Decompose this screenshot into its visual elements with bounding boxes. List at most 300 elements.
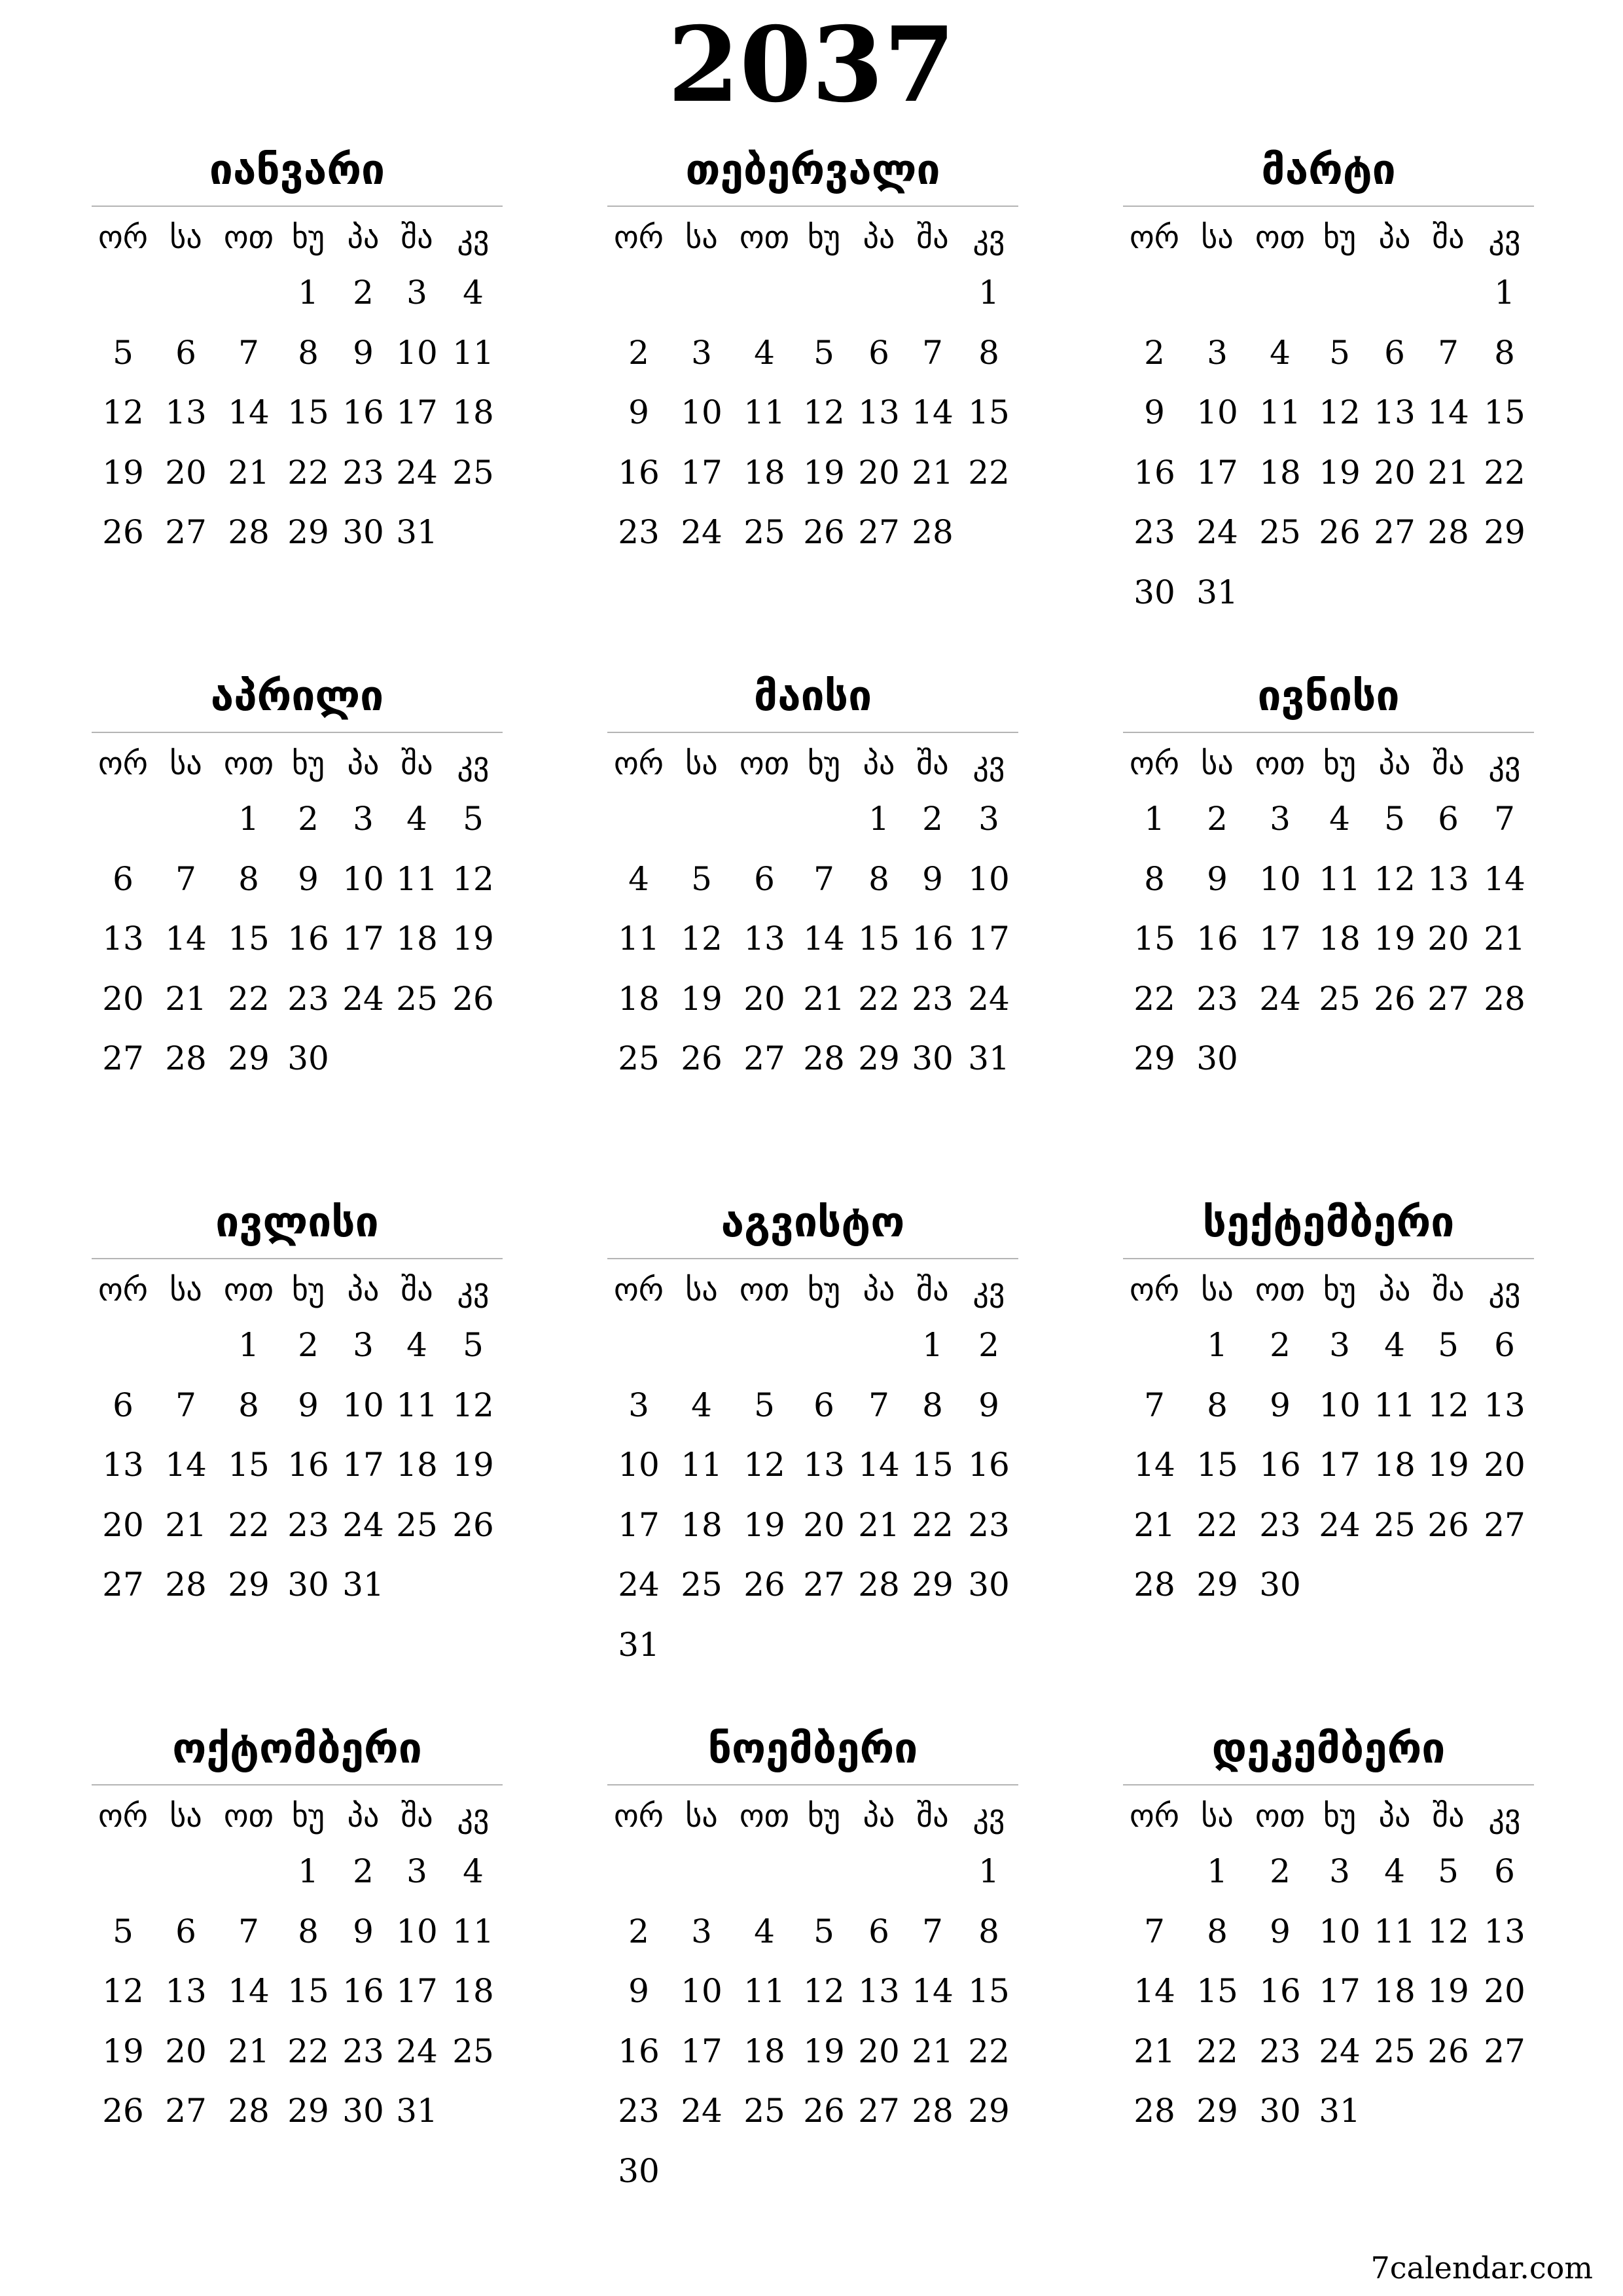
day-cell: 10 (681, 393, 722, 431)
day-cell: 30 (1259, 2092, 1301, 2130)
day-cell: 5 (813, 333, 834, 372)
day-cell: 8 (868, 859, 889, 898)
day-cell: 21 (1133, 1505, 1175, 1544)
weekday-label: სა (1201, 745, 1234, 782)
day-cell: 26 (102, 2092, 144, 2130)
day-cell: 1 (298, 274, 319, 312)
weekday-label: ორ (1130, 1272, 1179, 1308)
weekday-header-row (607, 1785, 1018, 1842)
day-cell: 15 (858, 920, 900, 958)
day-cell: 13 (1484, 1912, 1525, 1950)
weekday-label: პა (347, 219, 380, 256)
day-cell: 20 (102, 1505, 144, 1544)
weekday-label: კვ (972, 745, 1005, 782)
day-cell: 22 (287, 2032, 329, 2070)
empty-day-cell (1186, 263, 1249, 323)
day-cell: 16 (1196, 920, 1238, 958)
weekday-label: ხუ (807, 1798, 841, 1835)
day-cell: 14 (1133, 1972, 1175, 2010)
day-cell: 2 (628, 1912, 649, 1950)
day-cell: 25 (1259, 513, 1301, 551)
day-cell: 13 (858, 393, 900, 431)
day-cell: 6 (113, 859, 134, 898)
weekday-label: ოთ (223, 219, 274, 256)
day-cell: 18 (743, 453, 785, 492)
day-cell: 4 (691, 1386, 712, 1424)
day-cell: 5 (113, 333, 134, 372)
weekday-label: ორ (98, 1272, 148, 1308)
weekday-label: ორ (614, 1272, 664, 1308)
day-cell: 8 (1144, 859, 1165, 898)
day-cell: 16 (1259, 1446, 1301, 1484)
day-cell: 2 (353, 1852, 374, 1890)
day-cell: 14 (858, 1446, 900, 1484)
month-name: მაისი (607, 660, 1018, 733)
day-cell: 29 (858, 1039, 900, 1077)
month-name: აგვისტო (607, 1186, 1018, 1259)
empty-day-cell (670, 1842, 733, 1902)
day-cell: 18 (618, 979, 660, 1018)
day-cell: 18 (1374, 1972, 1416, 2010)
weekday-header-row (1123, 1785, 1534, 1842)
empty-day-cell (670, 789, 733, 850)
day-cell: 9 (922, 859, 943, 898)
day-cell: 23 (912, 979, 954, 1018)
month-name: ოქტომბერი (92, 1712, 503, 1785)
day-cell: 21 (912, 2032, 954, 2070)
day-cell: 17 (342, 920, 384, 958)
day-cell: 9 (1270, 1912, 1291, 1950)
day-cell: 27 (858, 513, 900, 551)
day-cell: 19 (1374, 920, 1416, 958)
weekday-header-row (607, 1259, 1018, 1316)
weekday-label: პა (347, 745, 380, 782)
day-cell: 16 (618, 453, 660, 492)
day-cell: 16 (287, 920, 329, 958)
weekday-label: ოთ (1255, 745, 1306, 782)
weekday-label: სა (1201, 1272, 1234, 1308)
day-cell: 19 (803, 453, 845, 492)
day-cell: 21 (165, 979, 207, 1018)
weekday-label: კვ (972, 1272, 1005, 1308)
day-cell: 2 (353, 274, 374, 312)
day-grid (92, 789, 503, 1089)
day-cell: 14 (1133, 1446, 1175, 1484)
weekday-label: ორ (1130, 1798, 1179, 1835)
day-grid (1123, 1842, 1534, 2142)
day-cell: 19 (452, 1446, 494, 1484)
day-cell: 8 (922, 1386, 943, 1424)
day-cell: 24 (342, 979, 384, 1018)
empty-day-cell (92, 1842, 154, 1902)
weekday-label: სა (685, 219, 718, 256)
year-title: 2037 (668, 5, 955, 126)
day-cell: 1 (298, 1852, 319, 1890)
day-cell: 11 (396, 859, 438, 898)
month-block (607, 134, 1018, 563)
day-cell: 9 (353, 333, 374, 372)
day-cell: 28 (1133, 1566, 1175, 1604)
day-cell: 24 (1196, 513, 1238, 551)
weekday-label: კვ (457, 745, 490, 782)
empty-day-cell (1368, 263, 1421, 323)
day-cell: 17 (396, 1972, 438, 2010)
day-cell: 5 (1384, 800, 1405, 838)
weekday-label: სა (169, 1272, 202, 1308)
day-cell: 5 (1329, 333, 1350, 372)
day-cell: 27 (102, 1039, 144, 1077)
day-cell: 18 (452, 393, 494, 431)
empty-day-cell (852, 263, 906, 323)
day-cell: 10 (342, 1386, 384, 1424)
day-cell: 2 (922, 800, 943, 838)
empty-day-cell (217, 263, 280, 323)
day-cell: 8 (238, 859, 259, 898)
month-name: დეკემბერი (1123, 1712, 1534, 1785)
weekday-label: შა (401, 1272, 433, 1308)
weekday-label: სა (169, 219, 202, 256)
day-cell: 6 (1494, 1852, 1515, 1890)
day-cell: 6 (868, 1912, 889, 1950)
month-block (92, 134, 503, 563)
weekday-label: შა (1432, 219, 1465, 256)
day-cell: 16 (912, 920, 954, 958)
day-cell: 13 (102, 920, 144, 958)
day-cell: 4 (628, 859, 649, 898)
empty-day-cell (852, 1842, 906, 1902)
day-cell: 13 (165, 1972, 207, 2010)
day-cell: 17 (1259, 920, 1301, 958)
day-cell: 18 (1374, 1446, 1416, 1484)
day-cell: 28 (1133, 2092, 1175, 2130)
day-cell: 9 (978, 1386, 999, 1424)
day-cell: 18 (1319, 920, 1361, 958)
empty-day-cell (733, 1316, 796, 1376)
day-cell: 29 (1196, 2092, 1238, 2130)
weekday-label: სა (169, 1798, 202, 1835)
weekday-label: კვ (1488, 1798, 1521, 1835)
day-cell: 9 (298, 1386, 319, 1424)
day-cell: 8 (1207, 1386, 1228, 1424)
day-cell: 7 (868, 1386, 889, 1424)
day-cell: 3 (353, 1326, 374, 1364)
day-cell: 27 (1374, 513, 1416, 551)
day-cell: 23 (618, 513, 660, 551)
empty-day-cell (670, 1316, 733, 1376)
month-block (1123, 1712, 1534, 2142)
day-cell: 21 (1484, 920, 1525, 958)
day-cell: 10 (1319, 1912, 1361, 1950)
day-cell: 31 (342, 1566, 384, 1604)
month-block (607, 660, 1018, 1089)
day-cell: 24 (618, 1566, 660, 1604)
day-cell: 26 (1374, 979, 1416, 1018)
day-cell: 28 (165, 1039, 207, 1077)
day-cell: 24 (968, 979, 1010, 1018)
day-cell: 15 (1196, 1446, 1238, 1484)
day-grid (1123, 263, 1534, 622)
day-grid (607, 263, 1018, 563)
day-cell: 2 (1270, 1326, 1291, 1364)
weekday-label: კვ (457, 1798, 490, 1835)
empty-day-cell (217, 1842, 280, 1902)
day-cell: 28 (803, 1039, 845, 1077)
day-cell: 17 (342, 1446, 384, 1484)
weekday-header-row (1123, 733, 1534, 789)
day-cell: 12 (452, 859, 494, 898)
weekday-label: ხუ (291, 1272, 325, 1308)
day-cell: 14 (228, 1972, 270, 2010)
day-cell: 8 (1207, 1912, 1228, 1950)
day-cell: 1 (1144, 800, 1165, 838)
day-cell: 12 (1374, 859, 1416, 898)
day-cell: 7 (238, 333, 259, 372)
day-cell: 1 (238, 800, 259, 838)
weekday-label: პა (347, 1798, 380, 1835)
day-cell: 18 (452, 1972, 494, 2010)
day-cell: 5 (113, 1912, 134, 1950)
weekday-label: პა (347, 1272, 380, 1308)
day-cell: 25 (1374, 2032, 1416, 2070)
day-cell: 16 (342, 1972, 384, 2010)
day-cell: 10 (1196, 393, 1238, 431)
month-name: ნოემბერი (607, 1712, 1018, 1785)
day-cell: 17 (1319, 1972, 1361, 2010)
day-cell: 25 (681, 1566, 722, 1604)
day-cell: 23 (1133, 513, 1175, 551)
day-cell: 8 (238, 1386, 259, 1424)
day-cell: 12 (743, 1446, 785, 1484)
weekday-label: ხუ (291, 219, 325, 256)
day-cell: 8 (298, 333, 319, 372)
weekday-label: ხუ (1323, 745, 1357, 782)
empty-day-cell (607, 263, 670, 323)
day-cell: 11 (452, 333, 494, 372)
empty-day-cell (796, 263, 852, 323)
day-cell: 13 (165, 393, 207, 431)
empty-day-cell (607, 789, 670, 850)
day-cell: 23 (342, 453, 384, 492)
day-cell: 3 (406, 1852, 427, 1890)
day-cell: 23 (287, 1505, 329, 1544)
weekday-label: პა (1378, 1272, 1411, 1308)
day-cell: 20 (165, 453, 207, 492)
day-cell: 5 (463, 800, 484, 838)
weekday-header-row (607, 207, 1018, 263)
day-cell: 16 (618, 2032, 660, 2070)
empty-day-cell (1311, 263, 1368, 323)
day-cell: 6 (813, 1386, 834, 1424)
day-cell: 31 (618, 1625, 660, 1664)
day-cell: 27 (165, 513, 207, 551)
day-cell: 7 (922, 333, 943, 372)
month-block (92, 1186, 503, 1615)
day-cell: 30 (287, 1566, 329, 1604)
day-cell: 26 (1319, 513, 1361, 551)
day-cell: 20 (1427, 920, 1469, 958)
weekday-label: პა (1378, 219, 1411, 256)
weekday-label: შა (1432, 745, 1465, 782)
day-cell: 21 (858, 1505, 900, 1544)
day-cell: 3 (353, 800, 374, 838)
day-cell: 27 (102, 1566, 144, 1604)
empty-day-cell (906, 263, 959, 323)
day-cell: 14 (803, 920, 845, 958)
day-cell: 30 (618, 2151, 660, 2190)
weekday-label: ოთ (223, 1798, 274, 1835)
day-cell: 14 (165, 920, 207, 958)
day-cell: 22 (912, 1505, 954, 1544)
day-cell: 15 (228, 1446, 270, 1484)
day-cell: 11 (452, 1912, 494, 1950)
weekday-label: შა (401, 219, 433, 256)
day-cell: 12 (1427, 1912, 1469, 1950)
day-cell: 24 (396, 2032, 438, 2070)
month-name: სექტემბერი (1123, 1186, 1534, 1259)
day-cell: 28 (228, 2092, 270, 2130)
weekday-label: ორ (614, 1798, 664, 1835)
day-cell: 5 (1438, 1852, 1459, 1890)
day-cell: 3 (1329, 1326, 1350, 1364)
empty-day-cell (733, 263, 796, 323)
day-cell: 15 (287, 1972, 329, 2010)
day-cell: 21 (165, 1505, 207, 1544)
day-cell: 1 (1207, 1326, 1228, 1364)
weekday-label: ორ (98, 1798, 148, 1835)
day-cell: 9 (1144, 393, 1165, 431)
day-cell: 26 (803, 513, 845, 551)
day-cell: 10 (618, 1446, 660, 1484)
month-name: ივლისი (92, 1186, 503, 1259)
day-cell: 2 (298, 800, 319, 838)
day-cell: 30 (342, 2092, 384, 2130)
day-cell: 12 (1427, 1386, 1469, 1424)
day-cell: 1 (978, 1852, 999, 1890)
empty-day-cell (92, 263, 154, 323)
day-cell: 1 (922, 1326, 943, 1364)
day-cell: 20 (165, 2032, 207, 2070)
day-cell: 24 (1319, 2032, 1361, 2070)
day-cell: 4 (406, 1326, 427, 1364)
weekday-label: კვ (457, 219, 490, 256)
weekday-label: სა (685, 1798, 718, 1835)
day-cell: 14 (912, 1972, 954, 2010)
day-cell: 25 (396, 979, 438, 1018)
day-cell: 7 (922, 1912, 943, 1950)
day-cell: 20 (858, 2032, 900, 2070)
day-cell: 22 (1196, 1505, 1238, 1544)
day-cell: 15 (912, 1446, 954, 1484)
day-cell: 17 (396, 393, 438, 431)
day-cell: 30 (1196, 1039, 1238, 1077)
day-cell: 18 (396, 920, 438, 958)
day-cell: 27 (1484, 2032, 1525, 2070)
day-cell: 30 (342, 513, 384, 551)
day-cell: 20 (1484, 1446, 1525, 1484)
day-cell: 27 (743, 1039, 785, 1077)
empty-day-cell (1421, 263, 1475, 323)
day-cell: 22 (968, 453, 1010, 492)
day-grid (1123, 1316, 1534, 1615)
day-cell: 12 (681, 920, 722, 958)
day-cell: 29 (1196, 1566, 1238, 1604)
day-cell: 27 (858, 2092, 900, 2130)
day-cell: 20 (743, 979, 785, 1018)
day-cell: 9 (1270, 1386, 1291, 1424)
day-cell: 29 (912, 1566, 954, 1604)
day-cell: 26 (452, 1505, 494, 1544)
empty-day-cell (733, 789, 796, 850)
day-cell: 25 (452, 2032, 494, 2070)
day-cell: 4 (1384, 1326, 1405, 1364)
day-cell: 25 (743, 513, 785, 551)
day-cell: 4 (754, 1912, 775, 1950)
day-cell: 19 (803, 2032, 845, 2070)
day-cell: 22 (858, 979, 900, 1018)
day-cell: 12 (803, 1972, 845, 2010)
day-cell: 26 (1427, 2032, 1469, 2070)
day-cell: 3 (1207, 333, 1228, 372)
day-cell: 27 (1484, 1505, 1525, 1544)
day-cell: 23 (1259, 1505, 1301, 1544)
weekday-label: სა (685, 745, 718, 782)
weekday-label: ხუ (807, 1272, 841, 1308)
day-grid (607, 1842, 1018, 2201)
day-cell: 6 (1438, 800, 1459, 838)
day-cell: 26 (681, 1039, 722, 1077)
weekday-label: ხუ (1323, 219, 1357, 256)
day-cell: 12 (803, 393, 845, 431)
day-cell: 11 (1374, 1386, 1416, 1424)
weekday-label: სა (1201, 219, 1234, 256)
weekday-label: პა (1378, 745, 1411, 782)
day-cell: 4 (463, 274, 484, 312)
day-cell: 10 (1259, 859, 1301, 898)
weekday-label: სა (169, 745, 202, 782)
day-cell: 31 (396, 513, 438, 551)
day-cell: 24 (1319, 1505, 1361, 1544)
day-cell: 18 (396, 1446, 438, 1484)
day-cell: 16 (342, 393, 384, 431)
month-block (607, 1712, 1018, 2201)
day-cell: 8 (298, 1912, 319, 1950)
day-cell: 27 (803, 1566, 845, 1604)
day-cell: 24 (342, 1505, 384, 1544)
day-grid (92, 1316, 503, 1615)
day-cell: 13 (1427, 859, 1469, 898)
day-cell: 22 (1196, 2032, 1238, 2070)
month-name: აპრილი (92, 660, 503, 733)
day-cell: 11 (1374, 1912, 1416, 1950)
day-cell: 26 (102, 513, 144, 551)
empty-day-cell (1249, 263, 1311, 323)
empty-day-cell (92, 1316, 154, 1376)
day-cell: 23 (618, 2092, 660, 2130)
weekday-label: პა (863, 1798, 895, 1835)
day-cell: 3 (628, 1386, 649, 1424)
day-cell: 28 (858, 1566, 900, 1604)
day-cell: 25 (1319, 979, 1361, 1018)
weekday-label: ორ (614, 219, 664, 256)
day-cell: 13 (858, 1972, 900, 2010)
weekday-header-row (92, 207, 503, 263)
day-cell: 15 (968, 393, 1010, 431)
day-cell: 3 (406, 274, 427, 312)
empty-day-cell (796, 1842, 852, 1902)
day-cell: 14 (1484, 859, 1525, 898)
day-cell: 3 (978, 800, 999, 838)
day-cell: 7 (1144, 1912, 1165, 1950)
